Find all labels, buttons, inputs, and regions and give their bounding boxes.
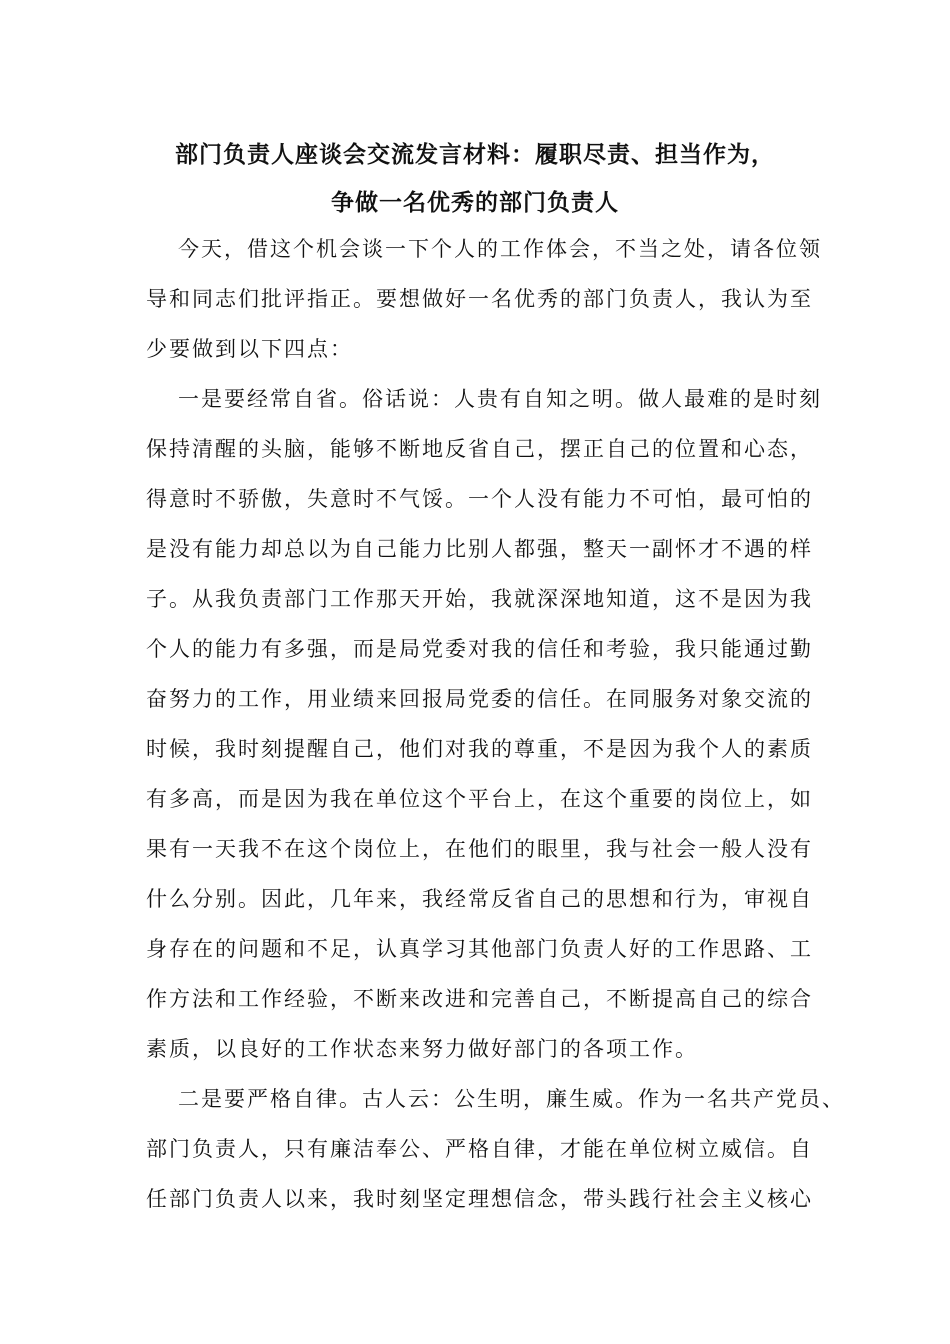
body-line: 导和同志们批评指正。要想做好一名优秀的部门负责人，我认为至	[146, 287, 813, 311]
document-title-line-1: 部门负责人座谈会交流发言材料：履职尽责、担当作为，	[175, 141, 775, 168]
body-line: 有多高，而是因为我在单位这个平台上，在这个重要的岗位上，如	[146, 787, 813, 811]
document-title-line-2: 争做一名优秀的部门负责人	[331, 189, 619, 216]
body-line: 今天，借这个机会谈一下个人的工作体会，不当之处，请各位领	[178, 237, 822, 261]
body-line: 时候，我时刻提醒自己，他们对我的尊重，不是因为我个人的素质	[146, 737, 813, 761]
body-line: 身存在的问题和不足，认真学习其他部门负责人好的工作思路、工	[146, 937, 813, 961]
body-line: 作方法和工作经验，不断来改进和完善自己，不断提高自己的综合	[146, 987, 813, 1011]
body-line: 奋努力的工作，用业绩来回报局党委的信任。在同服务对象交流的	[146, 687, 813, 711]
body-line: 是没有能力却总以为自己能力比别人都强，整天一副怀才不遇的样	[146, 537, 813, 561]
body-line: 素质，以良好的工作状态来努力做好部门的各项工作。	[146, 1037, 698, 1061]
body-line: 得意时不骄傲，失意时不气馁。一个人没有能力不可怕，最可怕的	[146, 487, 813, 511]
body-line: 个人的能力有多强，而是局党委对我的信任和考验，我只能通过勤	[146, 637, 813, 661]
body-line: 少要做到以下四点：	[146, 337, 353, 361]
body-line: 部门负责人，只有廉洁奉公、严格自律，才能在单位树立威信。自	[146, 1137, 813, 1161]
body-line: 子。从我负责部门工作那天开始，我就深深地知道，这不是因为我	[146, 587, 813, 611]
body-line: 什么分别。因此，几年来，我经常反省自己的思想和行为，审视自	[146, 887, 813, 911]
body-line: 果有一天我不在这个岗位上，在他们的眼里，我与社会一般人没有	[146, 837, 813, 861]
body-line: 一是要经常自省。俗话说：人贵有自知之明。做人最难的是时刻	[178, 387, 822, 411]
body-line: 任部门负责人以来，我时刻坚定理想信念，带头践行社会主义核心	[146, 1187, 813, 1211]
body-line: 保持清醒的头脑，能够不断地反省自己，摆正自己的位置和心态，	[146, 437, 813, 461]
body-line: 二是要严格自律。古人云：公生明，廉生威。作为一名共产党员、	[178, 1087, 845, 1111]
